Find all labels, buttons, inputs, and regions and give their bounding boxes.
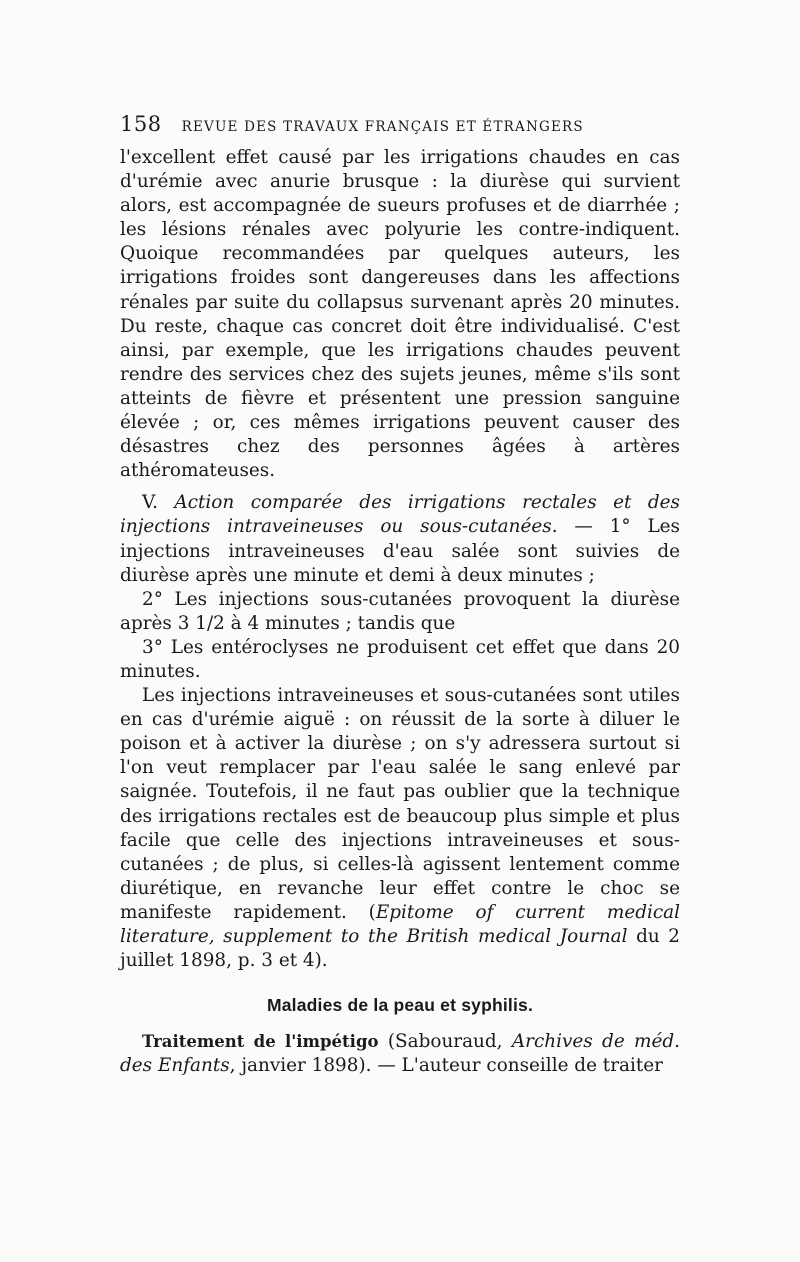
running-head bbox=[120, 112, 680, 144]
section-number: V. bbox=[142, 492, 175, 514]
page-number: 158 bbox=[120, 112, 162, 136]
journal-title-italic: Archives de méd. des Enfants bbox=[120, 1031, 680, 1077]
running-title: REVUE DES TRAVAUX FRANÇAIS ET ÉTRANGERS bbox=[181, 119, 584, 135]
section-title-italic: Action comparée des irrigations rectales et des injections intraveineuses ou sous-cutanées. bbox=[120, 492, 680, 538]
citation-italic: Epitome of current medical literature, supplement to the British medical Journal bbox=[120, 901, 681, 947]
entry-impetigo bbox=[120, 1030, 680, 1078]
entry-text-end: , janvier 1898). — L'auteur conseille de traiter bbox=[229, 1055, 663, 1077]
paragraph-injections-sous-cutanees: 2° Les injections sous-cutanées provoquent la diurèse après 3 1/2 à 4 minutes ; tandis que bbox=[120, 588, 680, 634]
entry-title-bold: Traitement de l'impétigo bbox=[142, 1032, 379, 1052]
text-column bbox=[120, 112, 680, 1078]
citation-end: du 2 juillet 1898, p. 3 et 4). bbox=[120, 926, 680, 972]
paragraph-irrigations-chaudes: l'excellent effet causé par les irrigations chaudes en cas d'urémie avec anurie brusque : la diurèse qui survient alors, est accompagnée de sueurs profuses et de diarrhée ; les lésions rénales avec polyurie les contre-indiquent. Quoique recommandées par quelques auteurs, les irrigations froides sont dangereuses dans les affections rénales par suite du collapsus survenant après 20 minutes. Du reste, chaque cas concret doit être individualisé. C'est ainsi, par exemple, que les irrigations chaudes peuvent rendre des services chez des sujets jeunes, même s'ils sont atteints de fièvre et présentent une pression sanguine élevée ; or, ces mêmes irrigations peuvent causer des désastres chez des personnes âgées à artères athéromateuses. bbox=[120, 147, 680, 482]
paragraph-uremie-aigue bbox=[120, 684, 680, 973]
paragraph-action-comparee bbox=[120, 491, 680, 587]
paragraph-text: — 1° Les injections intraveineuses d'eau salée sont suivies de diurèse après une minute et demi à deux minutes ; bbox=[120, 516, 680, 586]
section-heading: Maladies de la peau et syphilis. bbox=[266, 995, 534, 1016]
entry-text: (Sabouraud, bbox=[378, 1031, 512, 1053]
paragraph-enteroclyses: 3° Les entéroclyses ne produisent cet effet que dans 20 minutes. bbox=[120, 636, 680, 682]
paragraph-text: Les injections intraveineuses et sous-cutanées sont utiles en cas d'urémie aiguë : on réussit de la sorte à diluer le poison et à activer la diurèse ; on s'y adressera surtout si l'on veut remplacer par l'eau salée le sang enlevé par saignée. Toutefois, il ne faut pas oublier que la technique des irrigations rectales est de beaucoup plus simple et plus facile que celle des injections intraveineuses et sous-cutanées ; de plus, si celles-là agissent lentement comme diurétique, en revanche leur effet contre le choc se manifeste rapidement. ( bbox=[120, 685, 680, 923]
